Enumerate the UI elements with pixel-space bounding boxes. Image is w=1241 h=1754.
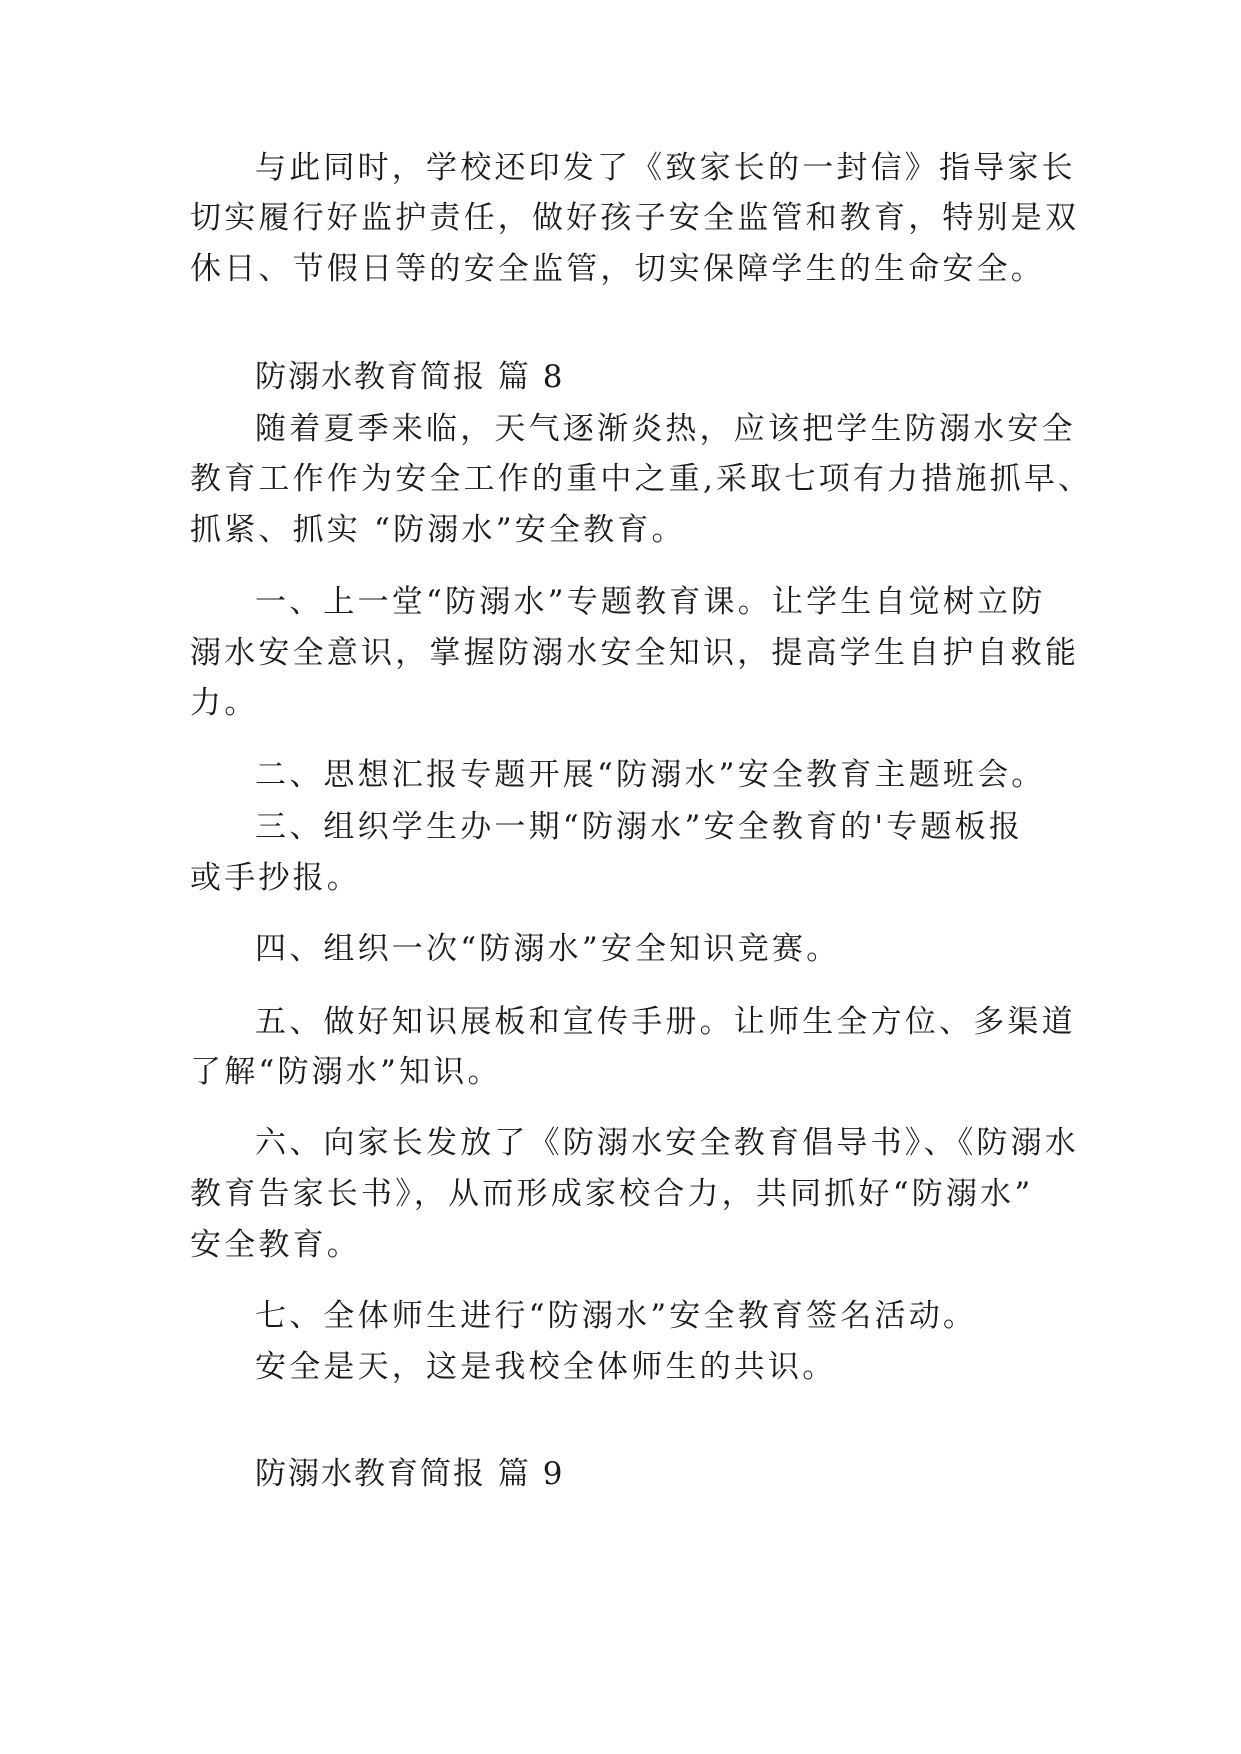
section-heading-8: 防溺水教育简报 篇 8 <box>255 359 565 395</box>
paragraph-line: 教育工作作为安全工作的重中之重,采取七项有力措施抓早、 <box>190 461 1093 497</box>
paragraph-line: 随着夏季来临，天气逐渐炎热，应该把学生防溺水安全 <box>255 411 1076 447</box>
paragraph-line: 或手抄报。 <box>190 860 361 896</box>
list-item-3: 三、组织学生办一期“防溺水”安全教育的'专题板报 <box>255 809 1024 845</box>
paragraph-line: 溺水安全意识，掌握防溺水安全知识，提高学生自护自救能 <box>190 635 1080 671</box>
closing-line: 安全是天，这是我校全体师生的共识。 <box>255 1349 837 1385</box>
paragraph-line: 与此同时，学校还印发了《致家长的一封信》指导家长 <box>255 150 1076 186</box>
section-heading-9: 防溺水教育简报 篇 9 <box>255 1456 565 1492</box>
paragraph-line: 休日、节假日等的安全监管，切实保障学生的生命安全。 <box>190 251 1045 287</box>
paragraph-line: 了解“防溺水”知识。 <box>190 1054 502 1090</box>
list-item-4: 四、组织一次“防溺水”安全知识竞赛。 <box>255 931 841 967</box>
paragraph-line: 安全教育。 <box>190 1227 361 1263</box>
paragraph-line: 教育告家长书》，从而形成家校合力，共同抓好“防溺水” <box>190 1176 1034 1212</box>
paragraph-line: 抓紧、抓实 “防溺水”安全教育。 <box>190 512 686 548</box>
list-item-2: 二、思想汇报专题开展“防溺水”安全教育主题班会。 <box>255 757 1046 793</box>
list-item-7: 七、全体师生进行“防溺水”安全教育签名活动。 <box>255 1298 978 1334</box>
paragraph-line: 力。 <box>190 685 259 721</box>
list-item-6: 六、向家长发放了《防溺水安全教育倡导书》、《防溺水 <box>255 1125 1079 1161</box>
list-item-1: 一、上一堂“防溺水”专题教育课。让学生自觉树立防 <box>255 584 1046 620</box>
paragraph-line: 切实履行好监护责任，做好孩子安全监管和教育，特别是双 <box>190 200 1080 236</box>
list-item-5: 五、做好知识展板和宣传手册。让师生全方位、多渠道 <box>255 1004 1076 1040</box>
